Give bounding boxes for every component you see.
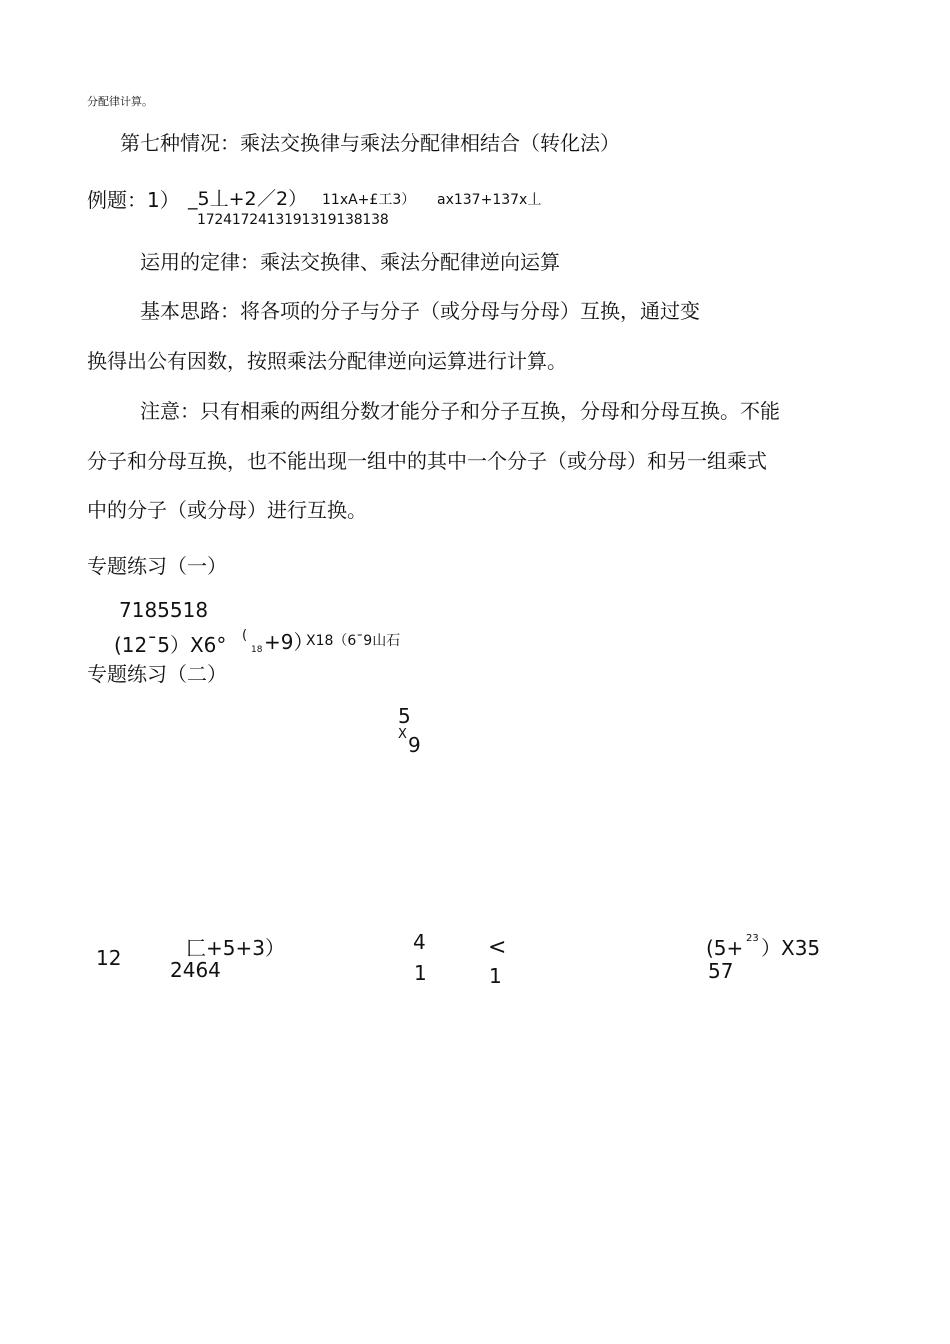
example-label: 例题：1） xyxy=(87,188,180,212)
note-line-3: 中的分子（或分母）进行互换。 xyxy=(87,498,367,522)
example-part-3: 11xA+£工3） xyxy=(322,192,416,208)
practice-1-expr-b-plus: +9） xyxy=(264,630,314,654)
example-denominators: 17241724131913191381​38 xyxy=(197,212,389,228)
practice-1-expr-a: (12ˉ5）X6° xyxy=(114,633,227,657)
example-part-2: ／2） xyxy=(257,188,308,210)
practice-1-expr-b-sub: 18 xyxy=(251,645,263,655)
bottom-col-3-bottom: 1 xyxy=(489,966,502,984)
practice-1-expr-c xyxy=(306,628,400,648)
note-line-1: 注意：只有相乘的两组分数才能分子和分子互换，分母和分母互换。不能 xyxy=(140,399,780,423)
bottom-number-12: 12 xyxy=(96,946,122,970)
practice-2-title: 专题练习（二） xyxy=(87,662,227,686)
example-part-1: _5丄+2 xyxy=(188,188,257,210)
practice-2-fraction-top: 5 xyxy=(398,704,411,728)
section-heading: 第七种情况：乘法交换律与乘法分配律相结合（转化法） xyxy=(120,131,620,155)
laws-used: 运用的定律：乘法交换律、乘法分配律逆向运算 xyxy=(140,250,560,274)
bottom-expr-1-bottom: 2464 xyxy=(170,958,221,982)
bottom-expr-4-a: (5+ xyxy=(706,936,744,960)
practice-1-expr-c-text: X18（6ˉ9山石 xyxy=(306,633,401,649)
bottom-expr-4-b: ）X35 xyxy=(761,936,821,960)
bottom-expr-4-sup: 23 xyxy=(746,933,759,944)
practice-1-expr-b-paren: ( xyxy=(242,628,248,643)
note-line-2: 分子和分母互换，也不能出现一组中的其中一个分子（或分母）和另一组乘式 xyxy=(87,449,767,473)
basic-idea-line-2: 换得出公有因数，按照乘法分配律逆向运算进行计算。 xyxy=(87,349,567,373)
practice-1-numbers: 7185518 xyxy=(119,598,209,622)
basic-idea-line-1: 基本思路：将各项的分子与分子（或分母与分母）互换，通过变 xyxy=(140,299,700,323)
bottom-expr-4-bottom: 57 xyxy=(708,959,734,983)
practice-2-fraction-bottom: 9 xyxy=(408,733,421,757)
practice-1-title: 专题练习（一） xyxy=(87,554,227,578)
example-part-4: ax137+137x丄 xyxy=(437,192,542,208)
top-note: 分配律计算。 xyxy=(87,95,153,108)
bottom-col-2-top: 4 xyxy=(413,930,426,954)
bottom-expr-1-top: 匚+5+3） xyxy=(186,936,285,960)
bottom-col-3-top: < xyxy=(488,935,507,960)
bottom-col-2-bottom: 1 xyxy=(414,961,427,985)
practice-2-fraction-x: X xyxy=(398,727,407,742)
